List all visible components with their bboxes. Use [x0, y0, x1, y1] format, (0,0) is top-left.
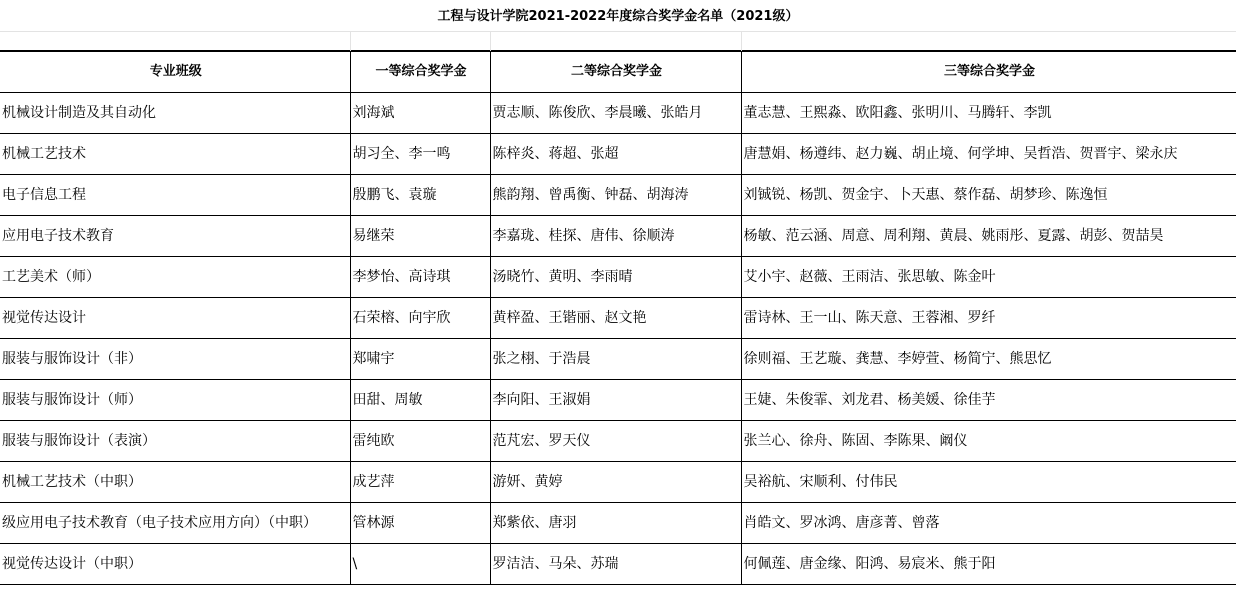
cell-first-prize[interactable]: \: [350, 544, 490, 585]
cell-first-prize[interactable]: 管林源: [350, 503, 490, 544]
cell-second-prize[interactable]: 熊韵翔、曾禹衡、钟磊、胡海涛: [490, 175, 741, 216]
cell-third-prize[interactable]: 唐慧娟、杨遵纬、赵力巍、胡止境、何学坤、吴哲浩、贺晋宇、梁永庆: [741, 134, 1236, 175]
gridline: [741, 31, 742, 51]
cell-major-class[interactable]: 机械设计制造及其自动化: [0, 93, 350, 134]
table-row: [0, 544, 1236, 585]
cell-second-prize[interactable]: 罗洁洁、马朵、苏瑞: [490, 544, 741, 585]
cell-second-prize[interactable]: 黄梓盈、王锴丽、赵文艳: [490, 298, 741, 339]
cell-third-prize[interactable]: 何佩莲、唐金缘、阳鸿、易宸米、熊于阳: [741, 544, 1236, 585]
table-row: [0, 339, 1236, 380]
cell-major-class[interactable]: 服装与服饰设计（非）: [0, 339, 350, 380]
cell-major-class[interactable]: 级应用电子技术教育（电子技术应用方向）（中职）: [0, 503, 350, 544]
header-cell-second-prize[interactable]: 二等综合奖学金: [490, 52, 741, 93]
cell-second-prize[interactable]: 游妍、黄婷: [490, 462, 741, 503]
cell-major-class[interactable]: 机械工艺技术: [0, 134, 350, 175]
cell-first-prize[interactable]: 田甜、周敏: [350, 380, 490, 421]
table-row: [0, 216, 1236, 257]
cell-third-prize[interactable]: 雷诗林、王一山、陈天意、王蓉湘、罗纤: [741, 298, 1236, 339]
cell-third-prize[interactable]: 肖皓文、罗冰鸿、唐彦菁、曾落: [741, 503, 1236, 544]
cell-first-prize[interactable]: 胡习全、李一鸣: [350, 134, 490, 175]
header-cell-third-prize[interactable]: 三等综合奖学金: [741, 52, 1236, 93]
cell-major-class[interactable]: 机械工艺技术（中职）: [0, 462, 350, 503]
cell-first-prize[interactable]: 李梦怡、高诗琪: [350, 257, 490, 298]
cell-first-prize[interactable]: 刘海斌: [350, 93, 490, 134]
table-row: [0, 175, 1236, 216]
cell-major-class[interactable]: 视觉传达设计（中职）: [0, 544, 350, 585]
cell-third-prize[interactable]: 张兰心、徐舟、陈固、李陈果、阚仪: [741, 421, 1236, 462]
header-row: [0, 52, 1236, 93]
cell-first-prize[interactable]: 殷鹏飞、袁璇: [350, 175, 490, 216]
sheet-title[interactable]: 工程与设计学院2021-2022年度综合奖学金名单（2021级）: [0, 0, 1236, 32]
cell-second-prize[interactable]: 李嘉珑、桂探、唐伟、徐顺涛: [490, 216, 741, 257]
table-row: [0, 503, 1236, 544]
cell-first-prize[interactable]: 成艺萍: [350, 462, 490, 503]
table-row: [0, 380, 1236, 421]
cell-major-class[interactable]: 服装与服饰设计（表演）: [0, 421, 350, 462]
cell-major-class[interactable]: 应用电子技术教育: [0, 216, 350, 257]
header-cell-major-class[interactable]: 专业班级: [0, 52, 350, 93]
cell-second-prize[interactable]: 郑紫依、唐羽: [490, 503, 741, 544]
cell-first-prize[interactable]: 郑啸宇: [350, 339, 490, 380]
cell-third-prize[interactable]: 王婕、朱俊霏、刘龙君、杨美媛、徐佳芋: [741, 380, 1236, 421]
cell-third-prize[interactable]: 董志慧、王熙淼、欧阳鑫、张明川、马腾轩、李凯: [741, 93, 1236, 134]
cell-third-prize[interactable]: 吴裕航、宋顺利、付伟民: [741, 462, 1236, 503]
cell-third-prize[interactable]: 刘铖锐、杨凯、贺金宇、卜天惠、蔡作磊、胡梦珍、陈逸恒: [741, 175, 1236, 216]
cell-second-prize[interactable]: 陈梓炎、蒋超、张超: [490, 134, 741, 175]
sheet-edge: [1236, 0, 1246, 590]
cell-third-prize[interactable]: 艾小宇、赵薇、王雨洁、张思敏、陈金叶: [741, 257, 1236, 298]
table-row: [0, 462, 1236, 503]
table-row: [0, 421, 1236, 462]
cell-second-prize[interactable]: 张之栩、于浩晨: [490, 339, 741, 380]
gridline: [350, 31, 351, 51]
cell-second-prize[interactable]: 贾志顺、陈俊欣、李晨曦、张皓月: [490, 93, 741, 134]
gridline: [490, 31, 491, 51]
cell-major-class[interactable]: 服装与服饰设计（师）: [0, 380, 350, 421]
table-row: [0, 93, 1236, 134]
cell-first-prize[interactable]: 雷纯欧: [350, 421, 490, 462]
scholarship-table: [0, 51, 1237, 585]
cell-major-class[interactable]: 工艺美术（师）: [0, 257, 350, 298]
cell-major-class[interactable]: 电子信息工程: [0, 175, 350, 216]
cell-major-class[interactable]: 视觉传达设计: [0, 298, 350, 339]
header-cell-first-prize[interactable]: 一等综合奖学金: [350, 52, 490, 93]
cell-second-prize[interactable]: 李向阳、王淑娟: [490, 380, 741, 421]
cell-third-prize[interactable]: 杨敏、范云涵、周意、周利翔、黄晨、姚雨彤、夏露、胡彭、贺喆昊: [741, 216, 1236, 257]
empty-spacer-row[interactable]: [0, 31, 1236, 51]
cell-second-prize[interactable]: 范芃宏、罗天仪: [490, 421, 741, 462]
cell-third-prize[interactable]: 徐则福、王艺璇、龚慧、李婷萱、杨简宁、熊思忆: [741, 339, 1236, 380]
table-row: [0, 134, 1236, 175]
cell-first-prize[interactable]: 石荣榕、向宇欣: [350, 298, 490, 339]
cell-first-prize[interactable]: 易继荣: [350, 216, 490, 257]
table-row: [0, 298, 1236, 339]
cell-second-prize[interactable]: 汤晓竹、黄明、李雨晴: [490, 257, 741, 298]
table-row: [0, 257, 1236, 298]
